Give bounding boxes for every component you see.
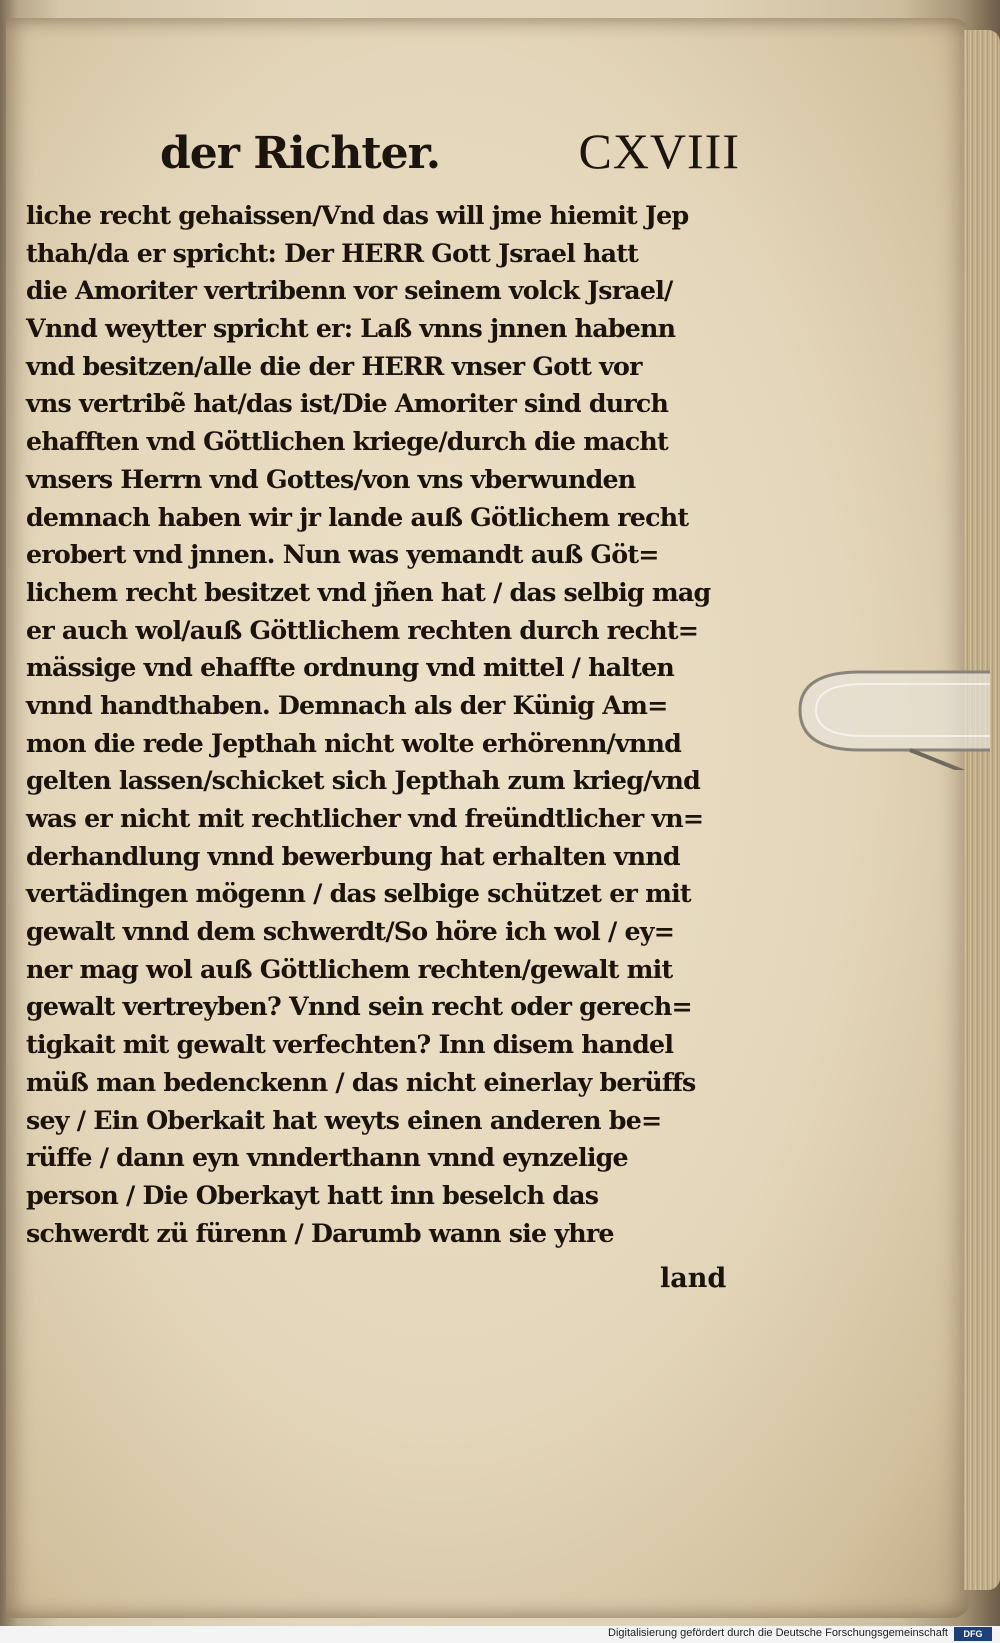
text-line: Vnnd weytter spricht er: Laß vnns jnnen habenn xyxy=(26,314,676,345)
running-head: der Richter. xyxy=(160,128,441,179)
page-header xyxy=(160,123,740,188)
text-line: gewalt vnnd dem schwerdt/So höre ich wol / ey= xyxy=(26,917,675,948)
text-line: person / Die Oberkayt hatt inn beselch das xyxy=(26,1180,599,1211)
text-line: vns vertribẽ hat/das ist/Die Amoriter sind durch xyxy=(26,389,669,420)
page-clip xyxy=(790,650,990,770)
catchword: land xyxy=(660,1263,727,1294)
text-line: tigkait mit gewalt verfechten? Inn disem handel xyxy=(26,1030,674,1061)
text-line: was er nicht mit rechtlicher vnd freündtlicher vn= xyxy=(26,804,704,834)
text-line: erobert vnd jnnen. Nun was yemandt auß Göt= xyxy=(26,540,659,571)
text-line: vertädingen mögenn / das selbige schützet er mit xyxy=(26,879,691,910)
text-line: vnd besitzen/alle die der HERR vnser Gott vor xyxy=(26,351,642,382)
text-line: thah/da er spricht: Der HERR Gott Jsrael hatt xyxy=(26,238,639,269)
text-line: sey / Ein Oberkait hat weyts einen anderen be= xyxy=(26,1105,662,1136)
text-line: mon die rede Jepthah nicht wolte erhörenn/vnnd xyxy=(26,728,682,759)
text-line: vnnd handthaben. Demnach als der Künig Am= xyxy=(26,690,668,721)
body-text xyxy=(26,198,746,1253)
text-line: schwerdt zü fürenn / Darumb wann sie yhre xyxy=(26,1218,614,1249)
dfg-logo: DFG xyxy=(954,1627,992,1641)
text-line: die Amoriter vertribenn vor seinem volck Jsrael/ xyxy=(26,276,673,307)
text-line: mässige vnd ehaffte ordnung vnd mittel / halten xyxy=(26,653,675,684)
text-line: ner mag wol auß Göttlichem rechten/gewalt mit xyxy=(26,954,673,985)
funding-credit: Digitalisierung gefördert durch die Deutsche Forschungsgemeinschaft xyxy=(608,1627,948,1639)
page-edges xyxy=(964,30,1000,1590)
text-line: ehafften vnd Göttlichen kriege/durch die macht xyxy=(26,427,668,458)
text-line: demnach haben wir jr lande auß Götlichem recht xyxy=(26,502,689,533)
text-line: gewalt vertreyben? Vnnd sein recht oder gerech= xyxy=(26,992,692,1023)
text-line: lichem recht besitzet vnd jñen hat / das selbig mag xyxy=(26,577,711,608)
text-line: er auch wol/auß Göttlichem rechten durch recht= xyxy=(26,615,699,646)
text-line: derhandlung vnnd bewerbung hat erhalten vnnd xyxy=(26,841,680,872)
text-line: müß man bedenckenn / das nicht einerlay berüffs xyxy=(26,1067,696,1098)
footer-bar xyxy=(0,1626,1000,1643)
folio-number: CXVIII xyxy=(578,123,740,179)
text-line: gelten lassen/schicket sich Jepthah zum krieg/vnd xyxy=(26,766,701,797)
text-line: vnsers Herrn vnd Gottes/von vns vberwunden xyxy=(26,464,636,495)
text-line: rüffe / dann eyn vnnderthann vnnd eynzelige xyxy=(26,1143,628,1174)
text-line: liche recht gehaissen/Vnd das will jme hiemit Jep xyxy=(26,201,689,231)
